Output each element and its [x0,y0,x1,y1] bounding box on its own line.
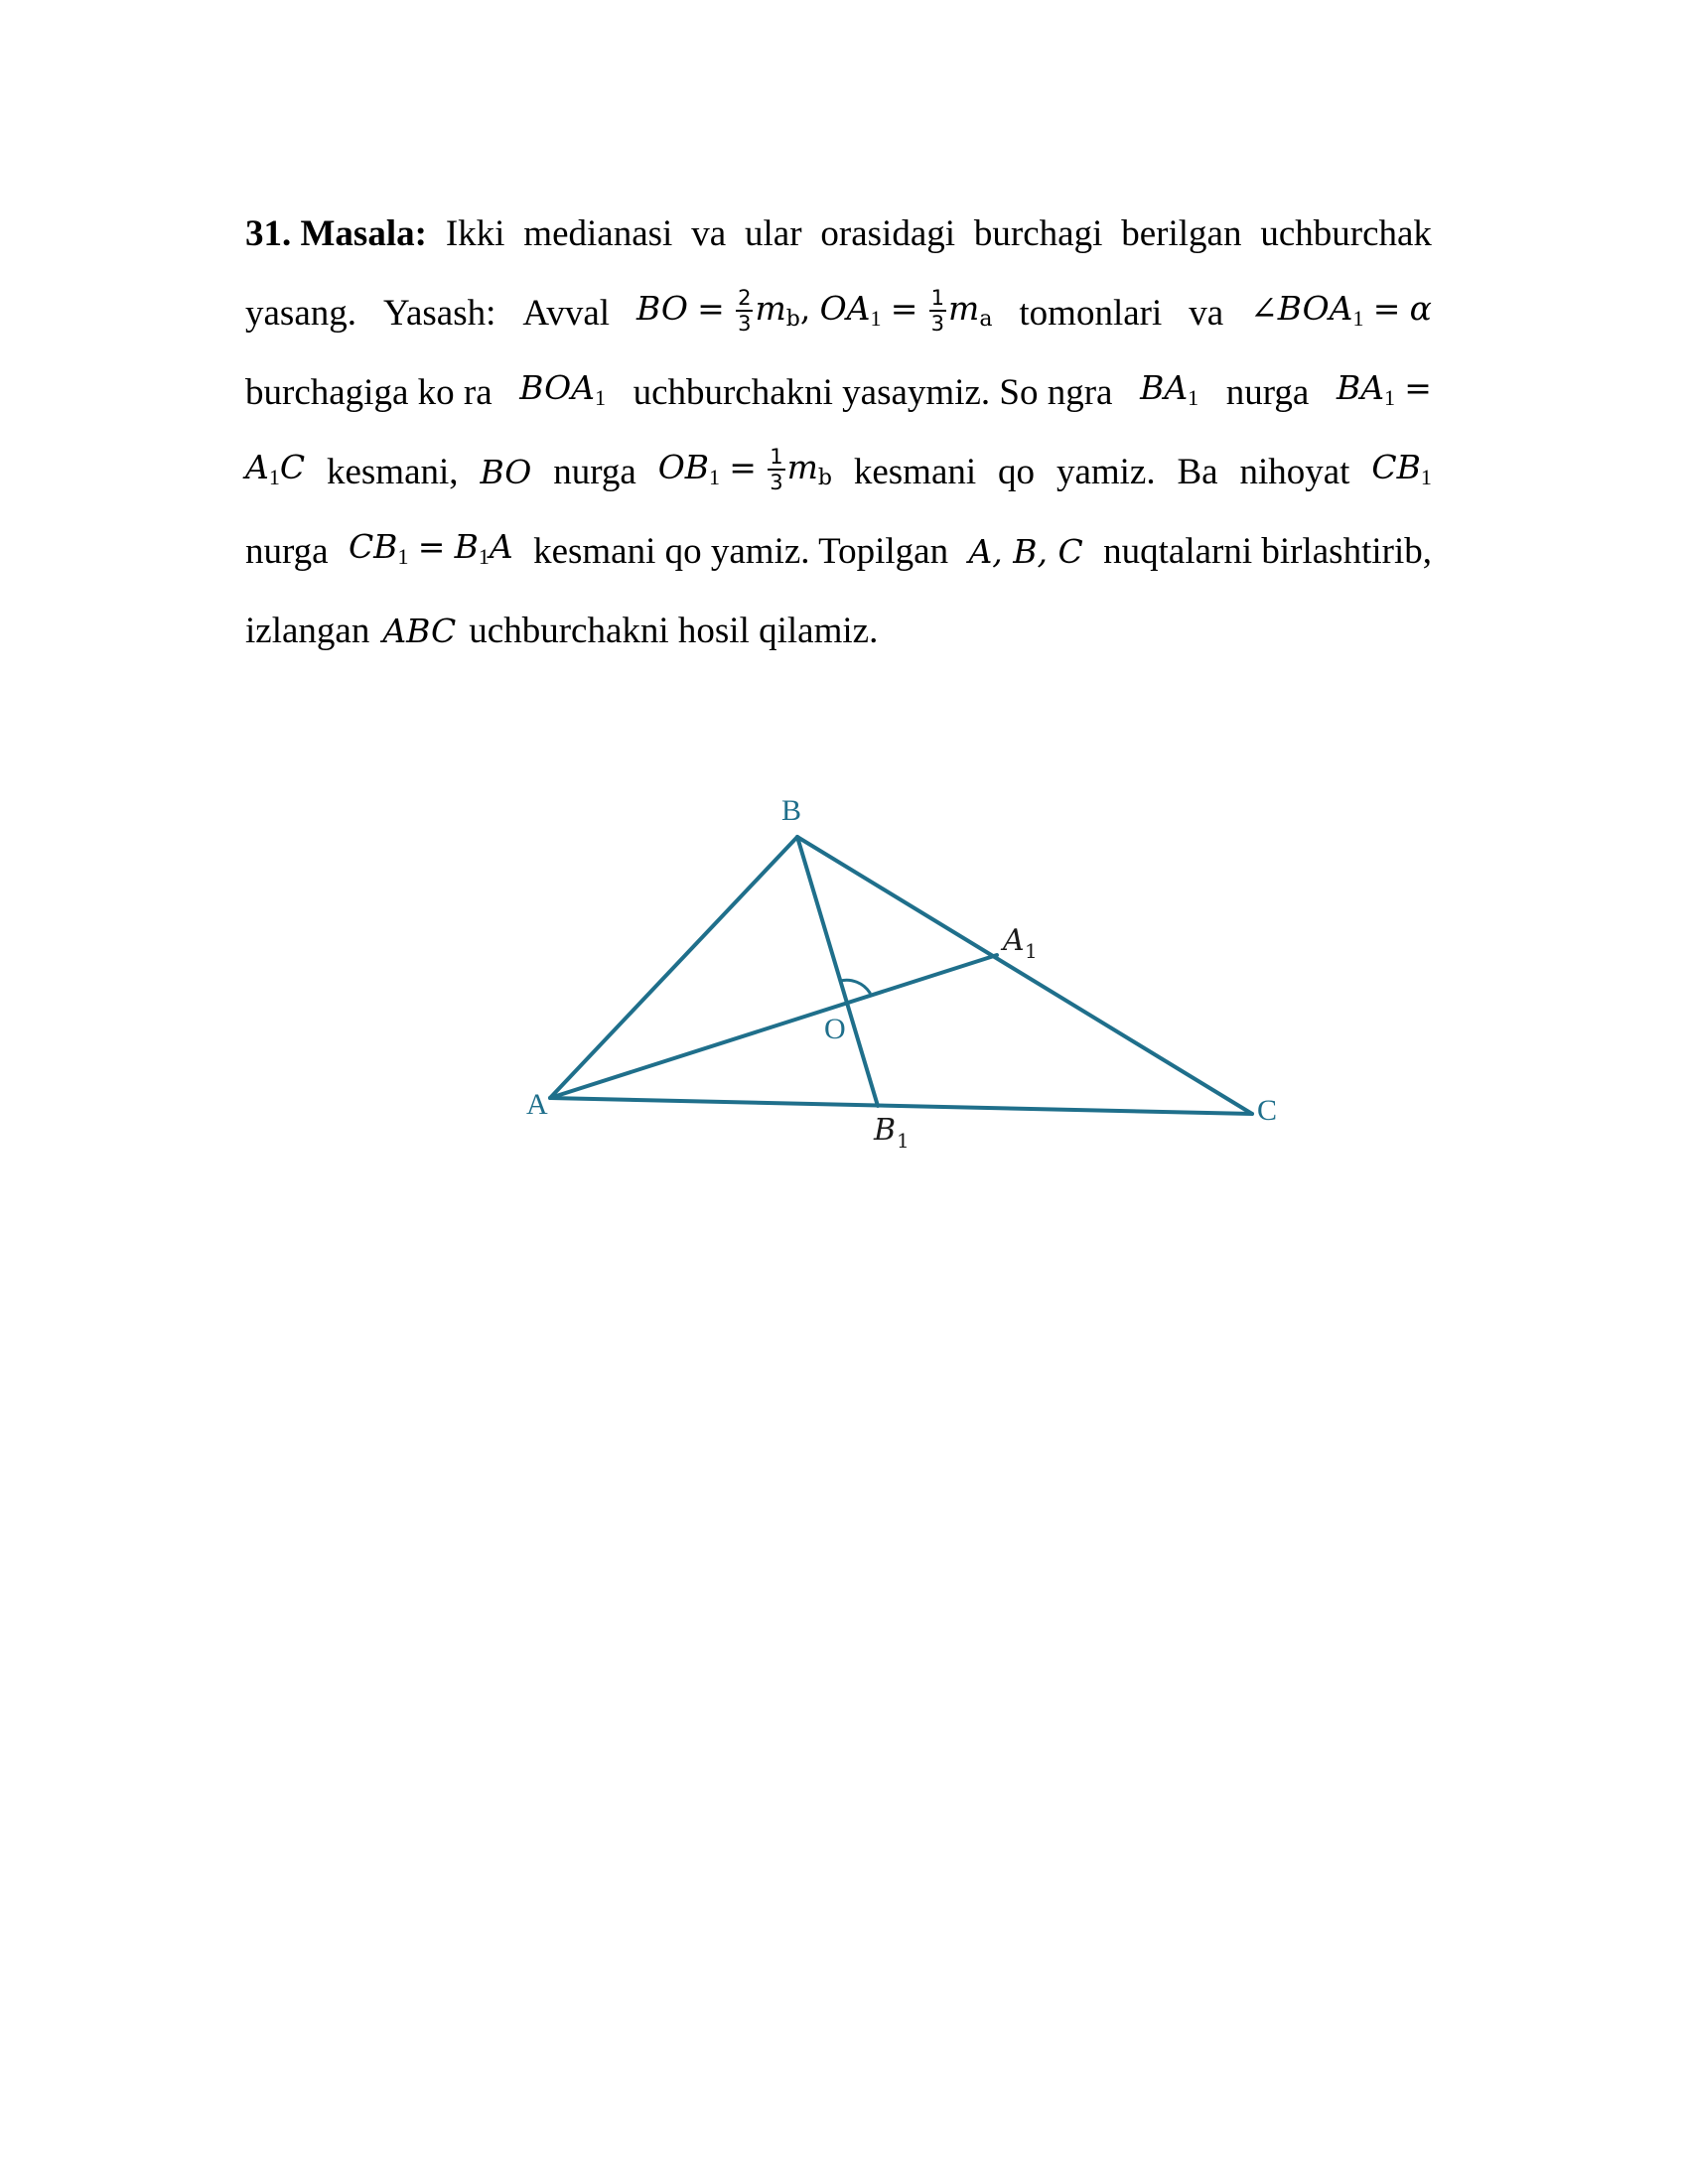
problem-number: 31. Masala: [245,213,427,254]
subscript: b [785,306,800,332]
word: uchburchakni hosil qilamiz. [469,611,879,651]
subscript: 1 [268,465,280,489]
word: burchagiga ko ra [245,372,492,413]
label-b1-subscript: 1 [897,1129,910,1153]
equals-sign: = [1404,368,1432,407]
subscript: 1 [1384,385,1396,410]
label-a: A [526,1088,548,1121]
angle-symbol: ∠ [1250,289,1278,328]
subscript: 1 [594,385,606,410]
math-var: C [279,448,306,486]
side-bc [797,837,1252,1114]
subscript: 1 [709,464,721,489]
subscript: a [979,306,993,332]
word: uchburchak [1260,213,1432,254]
equals-sign: = [697,288,725,328]
triangle-lines [550,837,1252,1114]
word: Avval [522,293,611,334]
word: nuqtalarni birlashtirib, [1103,531,1432,572]
math-var: B [454,527,479,566]
math-var: CB [348,527,398,566]
denominator: 3 [738,312,752,337]
equals-sign: = [1372,289,1401,328]
equals-sign: = [417,527,446,566]
word: va [1189,293,1224,334]
equals-sign: = [729,447,757,486]
numerator: 1 [930,286,945,311]
math-var: BA [1336,368,1385,407]
word: nurga [245,531,329,572]
word: tomonlari [1019,293,1163,334]
math-var: BA [1140,368,1189,407]
equals-sign: = [890,288,918,328]
subscript: 1 [870,305,882,331]
label-b: B [781,794,802,827]
word: Yasash: [382,293,496,334]
subscript: b [817,465,832,490]
label-a1: A [1003,923,1025,958]
word: burchagi [973,213,1103,254]
word: va [691,213,727,254]
word: kesmani, [326,452,459,492]
word: izlangan [245,611,370,651]
label-o: O [824,1013,846,1045]
math-var: A [489,527,513,566]
math-var: OB [657,447,710,486]
subscript: 1 [1188,385,1199,410]
word: medianasi [523,213,673,254]
math-var: A, B, C [968,532,1083,571]
word: Ba [1177,452,1218,492]
subscript: 1 [1352,306,1364,331]
word: orasidagi [820,213,956,254]
word: Ikki [445,213,505,254]
numerator: 2 [738,286,752,311]
math-var: OA [819,288,871,328]
word: kesmani qo yamiz. Topilgan [533,531,949,572]
math-var: CB [1371,448,1421,486]
word: berilgan [1121,213,1242,254]
math-var: α [1409,289,1432,328]
word: nurga [553,452,636,492]
math-var: BO [480,453,532,491]
math-var: m [755,288,786,328]
label-c: C [1257,1094,1278,1127]
label-b1: B [874,1113,897,1148]
math-var: m [948,288,980,328]
word: nihoyat [1239,452,1350,492]
comma: , [799,288,811,328]
word: kesmani [853,452,977,492]
subscript: 1 [1420,465,1432,489]
denominator: 3 [930,312,945,337]
subscript: 1 [478,544,490,569]
word: nurga [1225,372,1310,413]
denominator: 3 [770,471,783,495]
math-var: BOA [1277,289,1353,328]
math-var: BOA [519,368,595,407]
word: uchburchakni yasaymiz. So ngra [633,372,1113,413]
math-var: m [786,447,818,486]
math-var: BO [636,288,688,328]
math-var: A [245,448,269,486]
word: ular [745,213,802,254]
side-ac [550,1098,1252,1114]
word: qo [998,452,1036,492]
math-var: ABC [382,612,457,650]
word: yasang. [245,293,356,334]
subscript: 1 [397,544,409,569]
label-a1-subscript: 1 [1025,939,1038,963]
numerator: 1 [770,445,783,470]
word: yamiz. [1055,452,1156,492]
